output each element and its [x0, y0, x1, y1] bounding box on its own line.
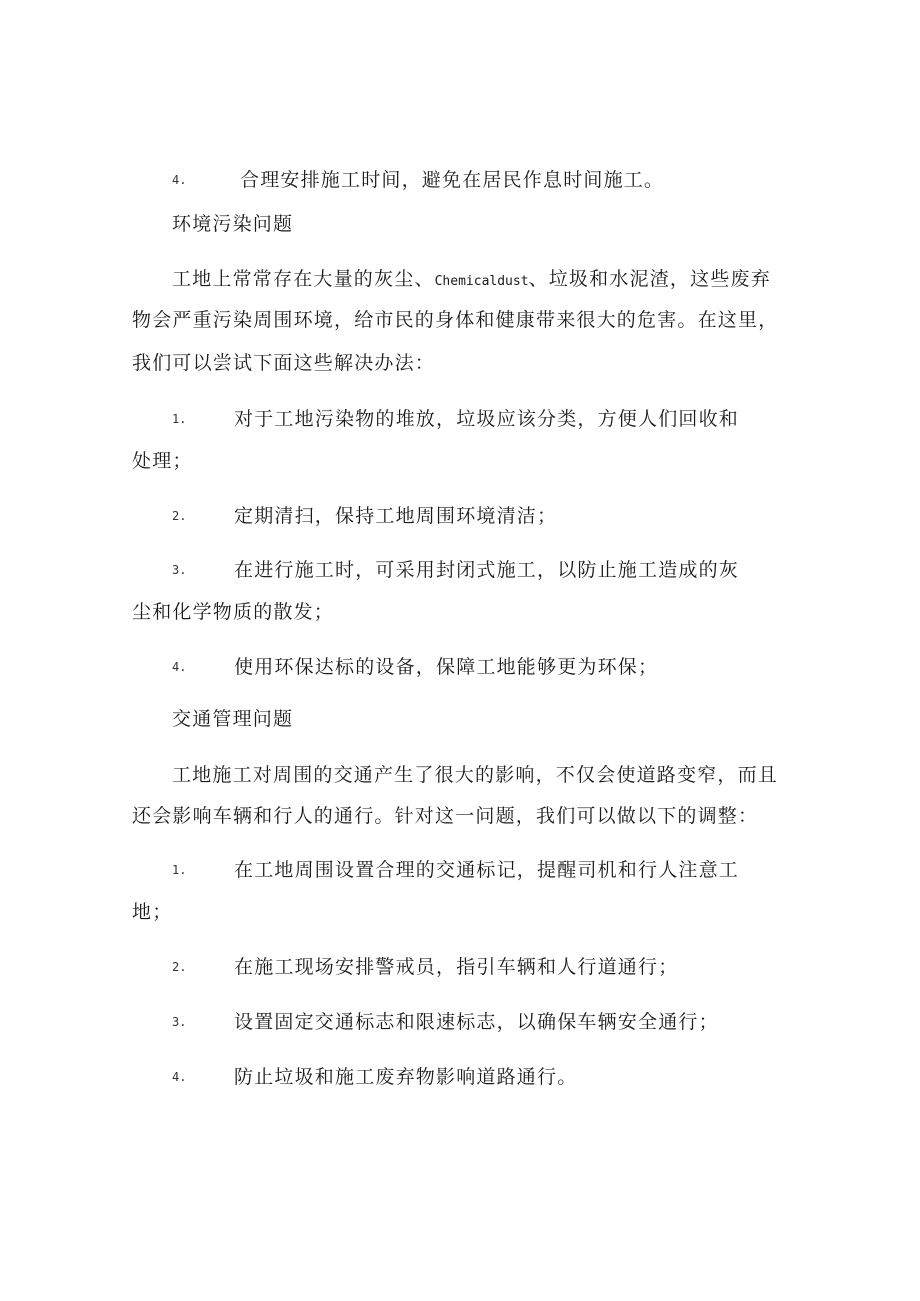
list-item-text: 在工地周围设置合理的交通标记，提醒司机和行人注意工: [234, 859, 740, 881]
list-item-text: 定期清扫，保持工地周围环境清洁；: [234, 505, 558, 527]
section-heading: 交通管理问题: [172, 708, 294, 730]
paragraph-text: 工地上常常存在大量的灰尘、: [172, 268, 435, 290]
list-number: 1.: [172, 863, 187, 877]
paragraph-line: [172, 266, 771, 295]
list-item-text: 使用环保达标的设备，保障工地能够更为环保；: [234, 656, 659, 678]
list-number: 4.: [172, 1070, 187, 1084]
list-number: 3.: [172, 1015, 187, 1029]
list-item-text: 在进行施工时，可采用封闭式施工，以防止施工造成的灰: [234, 559, 740, 581]
list-number: 2.: [172, 960, 187, 974]
paragraph-line: 物会严重污染周围环境，给市民的身体和健康带来很大的危害。在这里，: [132, 309, 779, 331]
list-number: 4.: [172, 173, 187, 187]
paragraph-text: 、垃圾和水泥渣，这些废弃: [528, 268, 771, 290]
list-number: 3.: [172, 563, 187, 577]
list-item-text: 防止垃圾和施工废弃物影响道路通行。: [234, 1066, 578, 1088]
list-item-text: 在施工现场安排警戒员，指引车辆和人行道通行；: [234, 956, 679, 978]
paragraph-term: Chemicaldust: [434, 274, 529, 289]
list-item-text: 合理安排施工时间，避免在居民作息时间施工。: [240, 169, 665, 191]
paragraph-line: 还会影响车辆和行人的通行。针对这一问题，我们可以做以下的调整：: [132, 805, 759, 827]
list-number: 4.: [172, 660, 187, 674]
section-heading: 环境污染问题: [172, 213, 294, 235]
paragraph-line: 工地施工对周围的交通产生了很大的影响，不仅会使道路变窄，而且: [172, 764, 779, 786]
paragraph-line: 我们可以尝试下面这些解决办法：: [132, 352, 436, 374]
list-item-text: 地；: [132, 901, 173, 923]
list-item-text: 处理；: [132, 450, 193, 472]
list-item-text: 设置固定交通标志和限速标志，以确保车辆安全通行；: [234, 1011, 719, 1033]
list-item-text: 尘和化学物质的散发；: [132, 601, 335, 623]
list-item-text: 对于工地污染物的堆放，垃圾应该分类，方便人们回收和: [234, 408, 740, 430]
list-number: 2.: [172, 509, 187, 523]
list-number: 1.: [172, 412, 187, 426]
